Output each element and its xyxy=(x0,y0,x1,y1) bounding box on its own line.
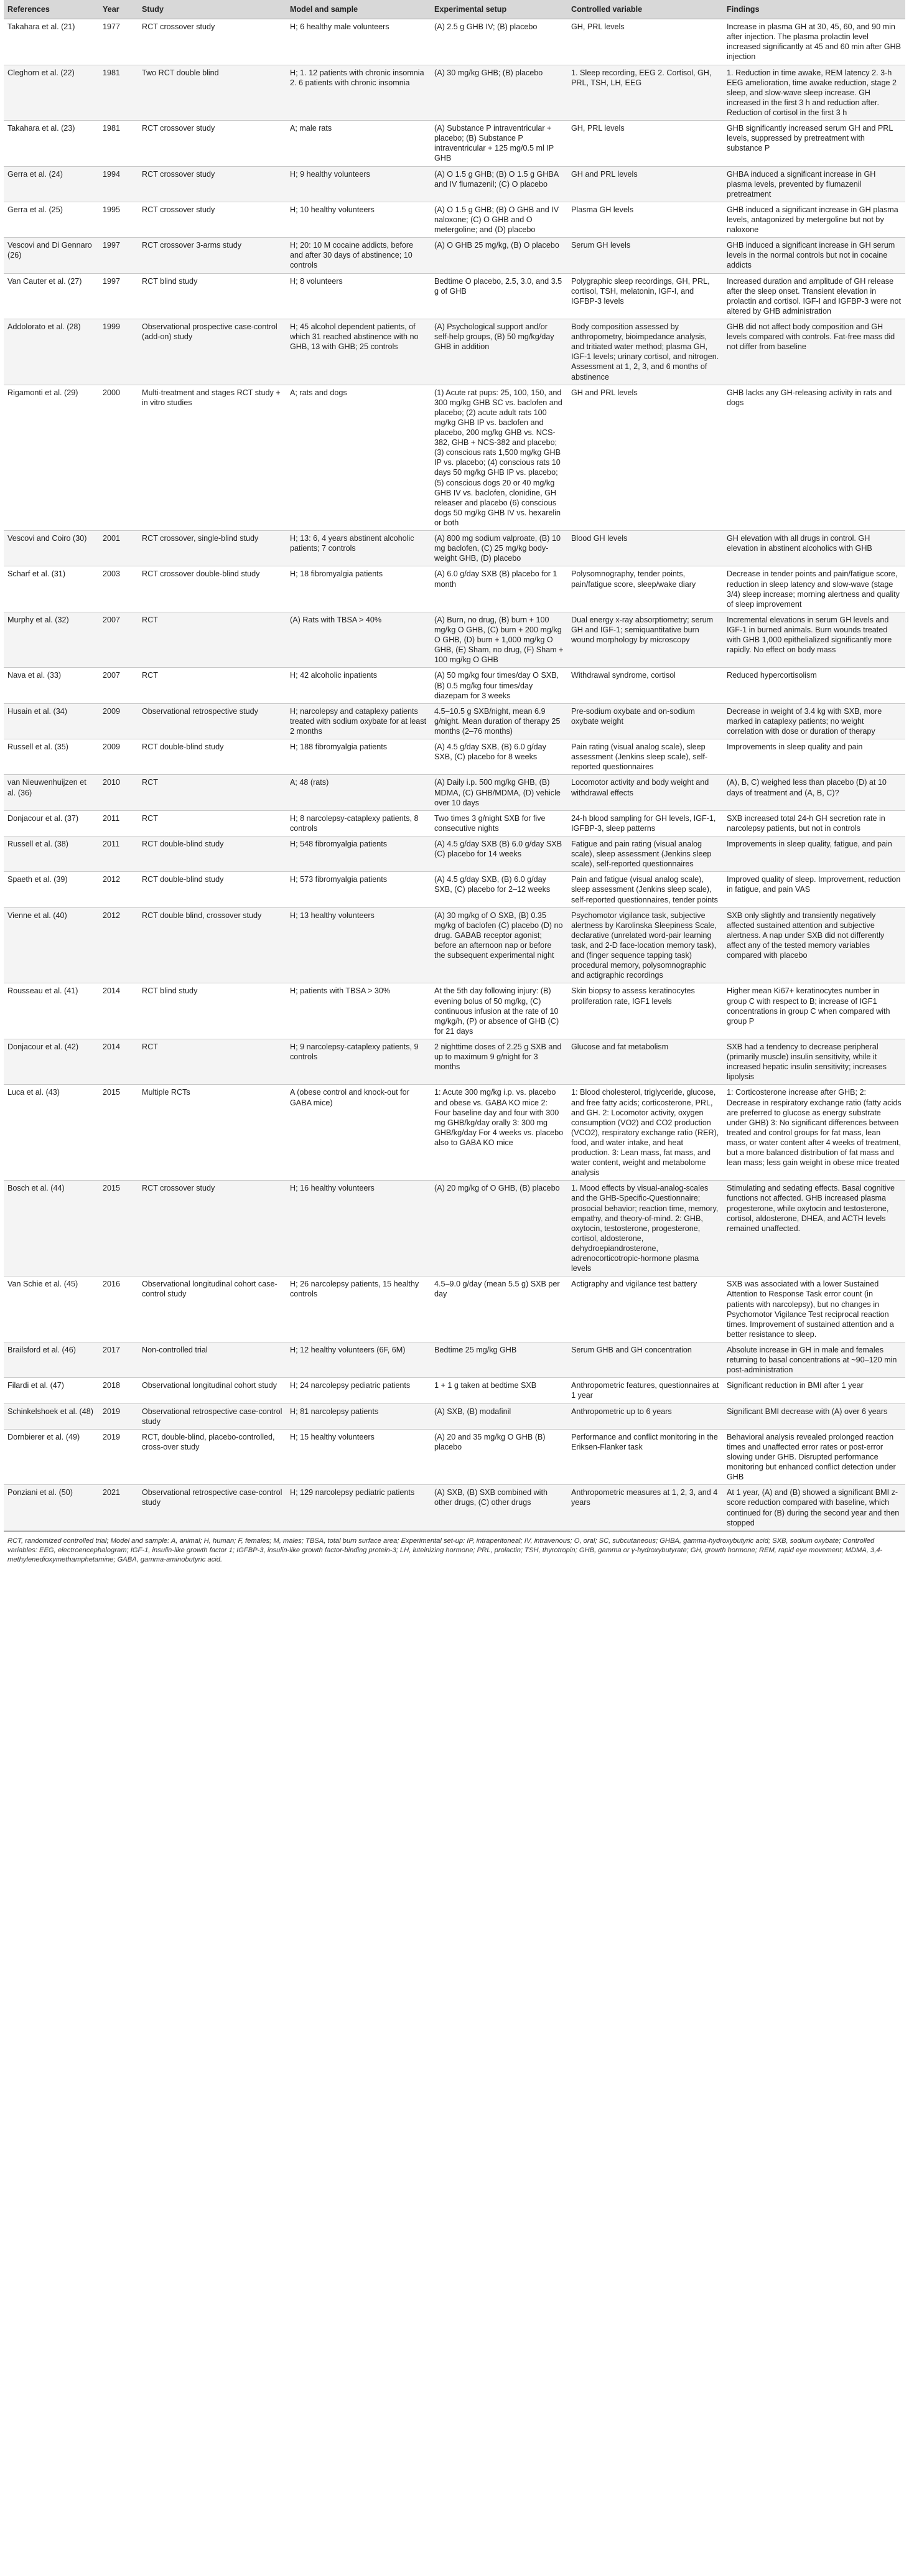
cell-year: 2018 xyxy=(99,1378,138,1403)
cell-model-sample: A; male rats xyxy=(286,121,431,166)
table-row xyxy=(4,202,905,237)
cell-controlled-variable: Skin biopsy to assess keratinocytes proliferation rate, IGF1 levels xyxy=(567,983,723,1039)
cell-study: Observational prospective case-control (add-on) study xyxy=(138,319,286,385)
cell-findings: 1. Reduction in time awake, REM latency 2. 3-h EEG amelioration, time awake reduction, stage 2 sleep, and slow-wave sleep increase. GH increased in the first 3 h and reduction after. Reduction of cortisol in the first 3 h xyxy=(723,65,905,121)
cell-study: RCT double-blind study xyxy=(138,872,286,907)
cell-year: 2001 xyxy=(99,531,138,566)
cell-year: 2010 xyxy=(99,775,138,810)
cell-findings: Decrease in tender points and pain/fatigue score, reduction in sleep latency and slow-wave (stage 3/4) sleep increase; morning alertness and quality of sleep improvement xyxy=(723,566,905,612)
cell-year: 2009 xyxy=(99,703,138,739)
cell-findings: At 1 year, (A) and (B) showed a significant BMI z-score reduction compared with baseline, which continued for (B) during the second year and then stopped xyxy=(723,1485,905,1530)
cell-model-sample: H; 548 fibromyalgia patients xyxy=(286,836,431,871)
cell-experimental-setup: (A) 4.5 g/day SXB, (B) 6.0 g/day SXB, (C) placebo for 2–12 weeks xyxy=(431,872,567,907)
cell-controlled-variable: Pre-sodium oxybate and on-sodium oxybate weight xyxy=(567,703,723,739)
cell-model-sample: A; rats and dogs xyxy=(286,385,431,531)
cell-experimental-setup: (A) Psychological support and/or self-help groups, (B) 50 mg/kg/day GHB in addition xyxy=(431,319,567,385)
cell-findings: Increased duration and amplitude of GH release after the sleep onset. Transient elevation in prolactin and cortisol. IGF-I and IGFBP-3 were not altered by GHB administration xyxy=(723,273,905,319)
cell-reference: Rousseau et al. (41) xyxy=(4,983,99,1039)
table-row xyxy=(4,1342,905,1378)
cell-model-sample: H; 10 healthy volunteers xyxy=(286,202,431,237)
cell-study: Observational retrospective study xyxy=(138,703,286,739)
cell-experimental-setup: (A) 2.5 g GHB IV; (B) placebo xyxy=(431,19,567,65)
table-footnote: RCT, randomized controlled trial; Model and sample: A, animal; H, human; F, females; M, males; TBSA, total burn surface area; Experimental set-up: IP, intraperitoneal; IV, intravenous; O, oral; SC, subcutaneous; GHBA, gamma-hydroxybutyric acid; SXB, sodium oxybate; Controlled variables: EEG, electroencephalogram; IGF-1, insulin-like growth factor 1; IGFBP-3, insulin-like growth factor-binding protein-3; LH, luteinizing hormone; PRL, prolactin; TSH, thyrotropin; GHB, gamma or γ-hydroxybutyrate; GH, growth hormone; REM, rapid eye movement; MDMA, 3,4-methylenedioxymethamphetamine; GABA, gamma-aminobutyric acid. xyxy=(4,1531,905,1571)
cell-findings: Improvements in sleep quality and pain xyxy=(723,739,905,775)
cell-reference: Filardi et al. (47) xyxy=(4,1378,99,1403)
cell-reference: Donjacour et al. (37) xyxy=(4,810,99,836)
cell-findings: SXB was associated with a lower Sustained Attention to Response Task error count (in patients with narcolepsy), but no changes in Psychomotor Vigilance Test reciprocal reaction times. Improvement of sustained attention and a better resistance to sleep. xyxy=(723,1276,905,1342)
cell-year: 2019 xyxy=(99,1429,138,1485)
cell-findings: GHB induced a significant increase in GH serum levels in the normal controls but not in cocaine addicts xyxy=(723,238,905,273)
cell-study: Multiple RCTs xyxy=(138,1085,286,1181)
cell-controlled-variable: Glucose and fat metabolism xyxy=(567,1039,723,1084)
cell-experimental-setup: (A) 4.5 g/day SXB (B) 6.0 g/day SXB (C) placebo for 14 weeks xyxy=(431,836,567,871)
cell-findings: (A), B, C) weighed less than placebo (D) at 10 days of treatment and (A, B, C)? xyxy=(723,775,905,810)
header-row xyxy=(4,0,905,19)
table-row xyxy=(4,1039,905,1084)
cell-findings: GHB significantly increased serum GH and PRL levels, suppressed by pretreatment with substance P xyxy=(723,121,905,166)
cell-year: 2017 xyxy=(99,1342,138,1378)
cell-model-sample: H; 20: 10 M cocaine addicts, before and after 30 days of abstinence; 10 controls xyxy=(286,238,431,273)
table-row xyxy=(4,385,905,531)
cell-findings: Improvements in sleep quality, fatigue, and pain xyxy=(723,836,905,871)
column-header: References xyxy=(4,0,99,19)
cell-model-sample: H; 13 healthy volunteers xyxy=(286,907,431,983)
table-row xyxy=(4,1378,905,1403)
cell-study: RCT crossover study xyxy=(138,166,286,202)
cell-experimental-setup: (A) SXB, (B) modafinil xyxy=(431,1403,567,1429)
cell-controlled-variable: Polysomnography, tender points, pain/fatigue score, sleep/wake diary xyxy=(567,566,723,612)
cell-controlled-variable: Polygraphic sleep recordings, GH, PRL, cortisol, TSH, melatonin, IGF-I, and IGFBP-3 levels xyxy=(567,273,723,319)
cell-reference: Ponziani et al. (50) xyxy=(4,1485,99,1530)
cell-controlled-variable: Anthropometric measures at 1, 2, 3, and 4 years xyxy=(567,1485,723,1530)
cell-year: 1981 xyxy=(99,121,138,166)
cell-experimental-setup: (A) 30 mg/kg GHB; (B) placebo xyxy=(431,65,567,121)
table-row xyxy=(4,983,905,1039)
cell-controlled-variable: Dual energy x-ray absorptiometry; serum GH and IGF-1; semiquantitative burn wound morphology by microscopy xyxy=(567,612,723,668)
cell-controlled-variable: GH, PRL levels xyxy=(567,121,723,166)
cell-controlled-variable: Plasma GH levels xyxy=(567,202,723,237)
cell-controlled-variable: 24-h blood sampling for GH levels, IGF-1, IGFBP-3, sleep patterns xyxy=(567,810,723,836)
cell-study: Observational retrospective case-control study xyxy=(138,1403,286,1429)
table-row xyxy=(4,65,905,121)
cell-reference: Takahara et al. (23) xyxy=(4,121,99,166)
cell-experimental-setup: At the 5th day following injury: (B) evening bolus of 50 mg/kg, (C) continuous infusion at the rate of 10 mg/kg/h, (P) or absence of GHB (C) for 21 days xyxy=(431,983,567,1039)
cell-reference: Vescovi and Di Gennaro (26) xyxy=(4,238,99,273)
cell-study: RCT crossover, single-blind study xyxy=(138,531,286,566)
table-row xyxy=(4,238,905,273)
cell-study: RCT crossover study xyxy=(138,19,286,65)
cell-reference: Brailsford et al. (46) xyxy=(4,1342,99,1378)
cell-reference: Vescovi and Coiro (30) xyxy=(4,531,99,566)
cell-study: RCT xyxy=(138,775,286,810)
cell-experimental-setup: (A) SXB, (B) SXB combined with other drugs, (C) other drugs xyxy=(431,1485,567,1530)
cell-findings: SXB increased total 24-h GH secretion rate in narcolepsy patients, but not in controls xyxy=(723,810,905,836)
cell-study: RCT crossover study xyxy=(138,202,286,237)
cell-experimental-setup: (A) 30 mg/kg of O SXB, (B) 0.35 mg/kg of baclofen (C) placebo (D) no drug. GABAB receptor agonist; before an afternoon nap or before the subsequent experimental night xyxy=(431,907,567,983)
cell-study: Observational retrospective case-control study xyxy=(138,1485,286,1530)
cell-findings: GHB induced a significant increase in GH plasma levels, antagonized by metergoline but not by naloxone xyxy=(723,202,905,237)
cell-year: 2003 xyxy=(99,566,138,612)
cell-study: Two RCT double blind xyxy=(138,65,286,121)
cell-model-sample: H; 188 fibromyalgia patients xyxy=(286,739,431,775)
table-row xyxy=(4,319,905,385)
cell-reference: Gerra et al. (25) xyxy=(4,202,99,237)
cell-study: Non-controlled trial xyxy=(138,1342,286,1378)
table-row xyxy=(4,836,905,871)
cell-study: RCT double-blind study xyxy=(138,836,286,871)
cell-controlled-variable: Anthropometric up to 6 years xyxy=(567,1403,723,1429)
cell-controlled-variable: Pain rating (visual analog scale), sleep assessment (Jenkins sleep scale), self-reported questionnaires xyxy=(567,739,723,775)
table-row xyxy=(4,810,905,836)
cell-controlled-variable: GH and PRL levels xyxy=(567,385,723,531)
cell-findings: GHB lacks any GH-releasing activity in rats and dogs xyxy=(723,385,905,531)
cell-findings: SXB only slightly and transiently negatively affected sustained attention and subjective alertness. A nap under SXB did not differently affect any of the tested memory variables compared with placebo xyxy=(723,907,905,983)
table-row xyxy=(4,19,905,65)
cell-reference: Dornbierer et al. (49) xyxy=(4,1429,99,1485)
cell-model-sample: H; 81 narcolepsy patients xyxy=(286,1403,431,1429)
cell-experimental-setup: (A) 50 mg/kg four times/day O SXB, (B) 0.5 mg/kg four times/day diazepam for 3 weeks xyxy=(431,668,567,703)
cell-study: RCT xyxy=(138,810,286,836)
cell-experimental-setup: (A) Burn, no drug, (B) burn + 100 mg/kg O GHB, (C) burn + 200 mg/kg O GHB, (D) burn + 1,000 mg/kg O GHB, (E) Sham, no drug, (F) Sham + 100 mg/kg O GHB xyxy=(431,612,567,668)
cell-experimental-setup: Bedtime 25 mg/kg GHB xyxy=(431,1342,567,1378)
cell-year: 1981 xyxy=(99,65,138,121)
cell-year: 2007 xyxy=(99,668,138,703)
cell-reference: Vienne et al. (40) xyxy=(4,907,99,983)
cell-year: 2009 xyxy=(99,739,138,775)
cell-model-sample: H; 13: 6, 4 years abstinent alcoholic patients; 7 controls xyxy=(286,531,431,566)
cell-controlled-variable: 1. Sleep recording, EEG 2. Cortisol, GH, PRL, TSH, LH, EEG xyxy=(567,65,723,121)
cell-study: RCT crossover 3-arms study xyxy=(138,238,286,273)
cell-reference: Nava et al. (33) xyxy=(4,668,99,703)
cell-experimental-setup: 4.5–9.0 g/day (mean 5.5 g) SXB per day xyxy=(431,1276,567,1342)
cell-reference: Husain et al. (34) xyxy=(4,703,99,739)
cell-controlled-variable: 1: Blood cholesterol, triglyceride, glucose, and free fatty acids; corticosterone, PRL, and GH. 2: Locomotor activity, oxygen consumption (VO2) and CO2 production (VCO2), respiratory exchange ratio (RER), food, and water intake, and heat production. 3: Lean mass, fat mass, and water content, weight and metabolome analysis xyxy=(567,1085,723,1181)
cell-reference: Murphy et al. (32) xyxy=(4,612,99,668)
cell-experimental-setup: (A) 20 mg/kg of O GHB, (B) placebo xyxy=(431,1181,567,1276)
cell-experimental-setup: (A) Substance P intraventricular + placebo; (B) Substance P intraventricular + 125 mg/0.5 ml IP GHB xyxy=(431,121,567,166)
cell-reference: Van Cauter et al. (27) xyxy=(4,273,99,319)
cell-findings: Significant BMI decrease with (A) over 6 years xyxy=(723,1403,905,1429)
cell-study: RCT crossover double-blind study xyxy=(138,566,286,612)
cell-controlled-variable: Body composition assessed by anthropometry, bioimpedance analysis, and tritiated water method; plasma GH, IGF-1 levels; urinary cortisol, and nitrogen. Assessment at 1, 2, 3, and 6 months of abstinence xyxy=(567,319,723,385)
cell-year: 1997 xyxy=(99,238,138,273)
cell-year: 2011 xyxy=(99,810,138,836)
cell-study: Observational longitudinal cohort case-control study xyxy=(138,1276,286,1342)
cell-experimental-setup: 1: Acute 300 mg/kg i.p. vs. placebo and obese vs. GABA KO mice 2: Four baseline day and four with 300 mg GHB/kg/day orally 3: 300 mg GHB/kg/day For 4 weeks vs. placebo also to GABA KO mice xyxy=(431,1085,567,1181)
cell-findings: GHB did not affect body composition and GH levels compared with controls. Fat-free mass did not differ from baseline xyxy=(723,319,905,385)
cell-year: 2021 xyxy=(99,1485,138,1530)
cell-model-sample: H; 573 fibromyalgia patients xyxy=(286,872,431,907)
table-row xyxy=(4,1085,905,1181)
cell-controlled-variable: 1. Mood effects by visual-analog-scales and the GHB-Specific-Questionnaire; prosocial behavior; reaction time, memory, empathy, and theory-of-mind. 2: GHB, oxytocin, testosterone, progesterone, cortisol, aldosterone, dehydroepiandrosterone, adrenocorticotropic-hormone plasma levels xyxy=(567,1181,723,1276)
cell-model-sample: H; 42 alcoholic inpatients xyxy=(286,668,431,703)
cell-experimental-setup: (A) 4.5 g/day SXB, (B) 6.0 g/day SXB, (C) placebo for 8 weeks xyxy=(431,739,567,775)
cell-controlled-variable: Anthropometric features, questionnaires at 1 year xyxy=(567,1378,723,1403)
cell-controlled-variable: Serum GH levels xyxy=(567,238,723,273)
cell-reference: Scharf et al. (31) xyxy=(4,566,99,612)
cell-study: RCT xyxy=(138,1039,286,1084)
cell-study: RCT xyxy=(138,612,286,668)
cell-year: 1977 xyxy=(99,19,138,65)
cell-experimental-setup: (A) 800 mg sodium valproate, (B) 10 mg baclofen, (C) 25 mg/kg body-weight GHB, (D) placebo xyxy=(431,531,567,566)
cell-controlled-variable: Performance and conflict monitoring in the Eriksen-Flanker task xyxy=(567,1429,723,1485)
cell-year: 2019 xyxy=(99,1403,138,1429)
cell-reference: Cleghorn et al. (22) xyxy=(4,65,99,121)
cell-study: RCT xyxy=(138,668,286,703)
cell-controlled-variable: Actigraphy and vigilance test battery xyxy=(567,1276,723,1342)
cell-experimental-setup: 1 + 1 g taken at bedtime SXB xyxy=(431,1378,567,1403)
cell-study: Observational longitudinal cohort study xyxy=(138,1378,286,1403)
cell-year: 2016 xyxy=(99,1276,138,1342)
cell-model-sample: H; 129 narcolepsy pediatric patients xyxy=(286,1485,431,1530)
cell-experimental-setup: (A) O 1.5 g GHB; (B) O 1.5 g GHBA and IV flumazenil; (C) O placebo xyxy=(431,166,567,202)
cell-findings: Improved quality of sleep. Improvement, reduction in fatigue, and pain VAS xyxy=(723,872,905,907)
cell-findings: Incremental elevations in serum GH levels and IGF-1 in burned animals. Burn wounds treated with GHB 1,000 epithelialized significantly more rapidly. No effect on body mass xyxy=(723,612,905,668)
cell-findings: Higher mean Ki67+ keratinocytes number in group C with respect to B; increase of IGF1 concentrations in group C when compared with group P xyxy=(723,983,905,1039)
cell-controlled-variable: Pain and fatigue (visual analog scale), sleep assessment (Jenkins sleep scale), self-reported questionnaires, tender points xyxy=(567,872,723,907)
cell-findings: 1: Corticosterone increase after GHB; 2: Decrease in respiratory exchange ratio (fatty acids are preferred to glucose as energy substrate under GHB) 3: No significant differences between treated and control groups for fat mass, lean mass, or water content after 4 weeks of treatment, but a more balanced distribution of fat mass and lean mass; less gain weight in obese mice treated xyxy=(723,1085,905,1181)
cell-model-sample: H; 8 volunteers xyxy=(286,273,431,319)
cell-controlled-variable: Psychomotor vigilance task, subjective alertness by Karolinska Sleepiness Scale, declarative (unrelated word-pair learning task, and 2-D face-location memory task), and (finger sequence tapping task) procedural memory, polysomnographic and actigraphic recordings xyxy=(567,907,723,983)
cell-experimental-setup: Bedtime O placebo, 2.5, 3.0, and 3.5 g of GHB xyxy=(431,273,567,319)
cell-findings: Reduced hypercortisolism xyxy=(723,668,905,703)
cell-reference: Spaeth et al. (39) xyxy=(4,872,99,907)
cell-model-sample: H; 16 healthy volunteers xyxy=(286,1181,431,1276)
cell-reference: Donjacour et al. (42) xyxy=(4,1039,99,1084)
cell-study: RCT crossover study xyxy=(138,1181,286,1276)
studies-table xyxy=(4,0,905,1531)
table-row xyxy=(4,872,905,907)
cell-experimental-setup: Two times 3 g/night SXB for five consecutive nights xyxy=(431,810,567,836)
cell-year: 2012 xyxy=(99,907,138,983)
cell-year: 2015 xyxy=(99,1181,138,1276)
column-header: Year xyxy=(99,0,138,19)
cell-model-sample: A; 48 (rats) xyxy=(286,775,431,810)
cell-model-sample: H; 8 narcolepsy-cataplexy patients, 8 controls xyxy=(286,810,431,836)
table-body xyxy=(4,19,905,1531)
table-row xyxy=(4,273,905,319)
column-header: Findings xyxy=(723,0,905,19)
cell-findings: Increase in plasma GH at 30, 45, 60, and 90 min after injection. The plasma prolactin level increased significantly at 45 and 60 min after GHB injection xyxy=(723,19,905,65)
cell-controlled-variable: Blood GH levels xyxy=(567,531,723,566)
cell-model-sample: H; narcolepsy and cataplexy patients treated with sodium oxybate for at least 2 months xyxy=(286,703,431,739)
cell-reference: Takahara et al. (21) xyxy=(4,19,99,65)
column-header: Experimental setup xyxy=(431,0,567,19)
cell-reference: van Nieuwenhuijzen et al. (36) xyxy=(4,775,99,810)
table-row xyxy=(4,121,905,166)
table-row xyxy=(4,531,905,566)
cell-controlled-variable: Withdrawal syndrome, cortisol xyxy=(567,668,723,703)
cell-model-sample: H; 45 alcohol dependent patients, of which 31 reached abstinence with no GHB, 13 with GHB; 25 controls xyxy=(286,319,431,385)
cell-model-sample: H; 12 healthy volunteers (6F, 6M) xyxy=(286,1342,431,1378)
cell-reference: Gerra et al. (24) xyxy=(4,166,99,202)
cell-year: 1999 xyxy=(99,319,138,385)
cell-model-sample: H; 1. 12 patients with chronic insomnia 2. 6 patients with chronic insomnia xyxy=(286,65,431,121)
table-row xyxy=(4,166,905,202)
cell-model-sample: (A) Rats with TBSA > 40% xyxy=(286,612,431,668)
cell-year: 1994 xyxy=(99,166,138,202)
cell-controlled-variable: Fatigue and pain rating (visual analog scale), sleep assessment (Jenkins sleep scale), self-reported questionnaires xyxy=(567,836,723,871)
cell-experimental-setup: (A) O 1.5 g GHB; (B) O GHB and IV naloxone; (C) O GHB and O metergoline; and (D) placebo xyxy=(431,202,567,237)
cell-study: RCT blind study xyxy=(138,983,286,1039)
cell-controlled-variable: GH, PRL levels xyxy=(567,19,723,65)
cell-findings: SXB had a tendency to decrease peripheral (primarily muscle) insulin sensitivity, while it increased hepatic insulin sensitivity; increases lipolysis xyxy=(723,1039,905,1084)
cell-model-sample: H; 6 healthy male volunteers xyxy=(286,19,431,65)
cell-year: 2015 xyxy=(99,1085,138,1181)
table-row xyxy=(4,703,905,739)
table-row xyxy=(4,668,905,703)
cell-study: RCT double blind, crossover study xyxy=(138,907,286,983)
cell-experimental-setup: (A) 20 and 35 mg/kg O GHB (B) placebo xyxy=(431,1429,567,1485)
cell-year: 2012 xyxy=(99,872,138,907)
cell-findings: Behavioral analysis revealed prolonged reaction times and unaffected error rates or post-error slowing under GHB. Disrupted performance monitoring but enhanced conflict detection under GHB xyxy=(723,1429,905,1485)
cell-findings: Decrease in weight of 3.4 kg with SXB, more marked in cataplexy patients; no weight correlation with dose or duration of therapy xyxy=(723,703,905,739)
cell-experimental-setup: 2 nighttime doses of 2.25 g SXB and up to maximum 9 g/night for 3 months xyxy=(431,1039,567,1084)
cell-findings: GHBA induced a significant increase in GH plasma levels, prevented by flumazenil pretreatment xyxy=(723,166,905,202)
table-header xyxy=(4,0,905,19)
cell-year: 2011 xyxy=(99,836,138,871)
cell-experimental-setup: (A) O GHB 25 mg/kg, (B) O placebo xyxy=(431,238,567,273)
cell-study: RCT blind study xyxy=(138,273,286,319)
cell-experimental-setup: 4.5–10.5 g SXB/night, mean 6.9 g/night. Mean duration of therapy 25 months (2–76 months) xyxy=(431,703,567,739)
cell-controlled-variable: Serum GHB and GH concentration xyxy=(567,1342,723,1378)
cell-study: RCT double-blind study xyxy=(138,739,286,775)
cell-reference: Russell et al. (35) xyxy=(4,739,99,775)
cell-year: 1995 xyxy=(99,202,138,237)
cell-experimental-setup: (1) Acute rat pups: 25, 100, 150, and 300 mg/kg GHB SC vs. baclofen and placebo; (2) acute adult rats 100 mg/kg GHB IP vs. baclofen and placebo, 200 mg/kg GHB vs. NCS-382, GHB + NCS-382 and placebo; (3) conscious rats 1,500 mg/kg GHB IP vs. placebo; (4) conscious rats 10 days 50 mg/kg GHB IP vs. placebo; (5) conscious dogs 20 or 40 mg/kg GHB IV vs. baclofen, clonidine, GH releaser and placebo (6) conscious dogs 50 mg/kg GHB IV vs. hexarelin or both xyxy=(431,385,567,531)
cell-model-sample: A (obese control and knock-out for GABA mice) xyxy=(286,1085,431,1181)
cell-findings: Stimulating and sedating effects. Basal cognitive functions not affected. GHB increased plasma progesterone, while oxytocin and testosterone, cortisol, aldosterone, DHEA, and ACTH levels remained unaffected. xyxy=(723,1181,905,1276)
cell-reference: Rigamonti et al. (29) xyxy=(4,385,99,531)
cell-model-sample: H; 9 healthy volunteers xyxy=(286,166,431,202)
cell-reference: Schinkelshoek et al. (48) xyxy=(4,1403,99,1429)
cell-study: Multi-treatment and stages RCT study + in vitro studies xyxy=(138,385,286,531)
cell-findings: Absolute increase in GH in male and females returning to basal concentrations at ~90–120 min post-administration xyxy=(723,1342,905,1378)
table-row xyxy=(4,907,905,983)
cell-study: RCT crossover study xyxy=(138,121,286,166)
cell-reference: Russell et al. (38) xyxy=(4,836,99,871)
table-row xyxy=(4,775,905,810)
cell-findings: GH elevation with all drugs in control. GH elevation in abstinent alcoholics with GHB xyxy=(723,531,905,566)
cell-year: 2014 xyxy=(99,1039,138,1084)
cell-model-sample: H; 26 narcolepsy patients, 15 healthy controls xyxy=(286,1276,431,1342)
cell-model-sample: H; patients with TBSA > 30% xyxy=(286,983,431,1039)
table-row xyxy=(4,739,905,775)
cell-study: RCT, double-blind, placebo-controlled, cross-over study xyxy=(138,1429,286,1485)
cell-controlled-variable: GH and PRL levels xyxy=(567,166,723,202)
cell-year: 2000 xyxy=(99,385,138,531)
table-row xyxy=(4,612,905,668)
cell-model-sample: H; 24 narcolepsy pediatric patients xyxy=(286,1378,431,1403)
cell-findings: Significant reduction in BMI after 1 year xyxy=(723,1378,905,1403)
cell-model-sample: H; 18 fibromyalgia patients xyxy=(286,566,431,612)
column-header: Study xyxy=(138,0,286,19)
cell-year: 1997 xyxy=(99,273,138,319)
cell-year: 2014 xyxy=(99,983,138,1039)
table-row xyxy=(4,1276,905,1342)
cell-reference: Luca et al. (43) xyxy=(4,1085,99,1181)
column-header: Controlled variable xyxy=(567,0,723,19)
cell-reference: Addolorato et al. (28) xyxy=(4,319,99,385)
cell-reference: Van Schie et al. (45) xyxy=(4,1276,99,1342)
table-row xyxy=(4,1429,905,1485)
cell-reference: Bosch et al. (44) xyxy=(4,1181,99,1276)
table-row xyxy=(4,1181,905,1276)
table-row xyxy=(4,566,905,612)
table-row xyxy=(4,1485,905,1530)
cell-experimental-setup: (A) 6.0 g/day SXB (B) placebo for 1 month xyxy=(431,566,567,612)
column-header: Model and sample xyxy=(286,0,431,19)
cell-model-sample: H; 9 narcolepsy-cataplexy patients, 9 controls xyxy=(286,1039,431,1084)
table-row xyxy=(4,1403,905,1429)
cell-experimental-setup: (A) Daily i.p. 500 mg/kg GHB, (B) MDMA, (C) GHB/MDMA, (D) vehicle over 10 days xyxy=(431,775,567,810)
cell-controlled-variable: Locomotor activity and body weight and withdrawal effects xyxy=(567,775,723,810)
cell-year: 2007 xyxy=(99,612,138,668)
cell-model-sample: H; 15 healthy volunteers xyxy=(286,1429,431,1485)
